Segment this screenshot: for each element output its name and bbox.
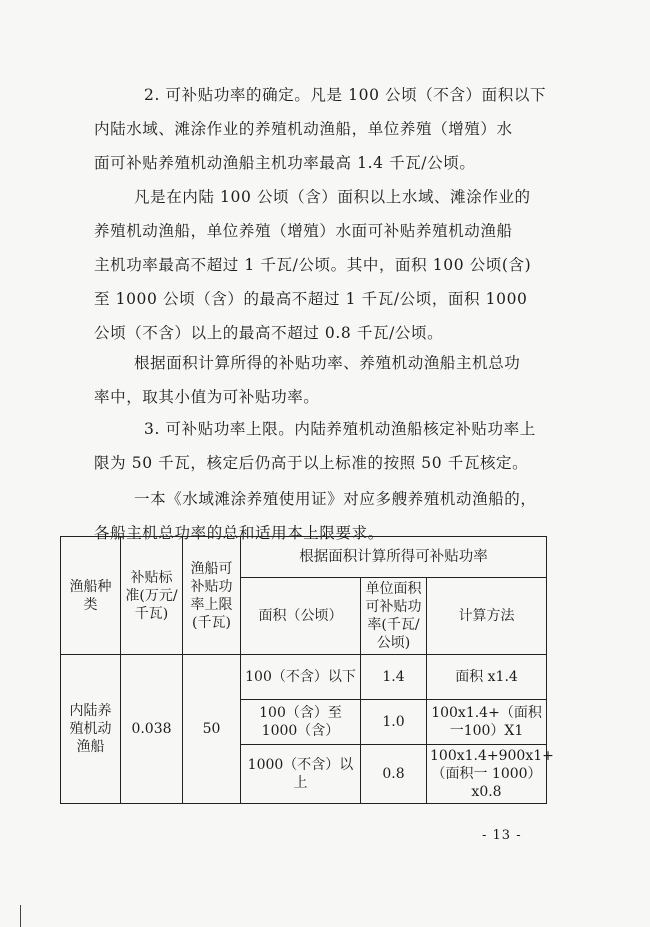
text-line: 3. 可补贴功率上限。内陆养殖机动渔船核定补贴功率上	[144, 420, 536, 438]
text-line: 面可补贴养殖机动渔船主机功率最高 1.4 千瓦/公顷。	[94, 154, 476, 172]
text-line: 限为 50 千瓦，核定后仍高于以上标准的按照 50 千瓦核定。	[94, 454, 529, 472]
text-line: 率中，取其小值为可补贴功率。	[94, 388, 320, 406]
header-vessel-type: 渔船种类	[61, 537, 121, 655]
paragraph-subsidy-power-determination	[94, 78, 568, 180]
text-line: 2. 可补贴功率的确定。凡是 100 公顷（不含）面积以下	[144, 86, 547, 104]
paragraph-power-cap	[94, 412, 568, 480]
cell-area: 100（含）至 1000（含）	[241, 700, 361, 745]
text-line: 各船主机总功率的总和适用本上限要求。	[94, 524, 384, 542]
binding-margin-line	[0, 905, 21, 927]
cell-unit-power: 1.4	[361, 655, 427, 700]
header-calc-method: 计算方法	[427, 578, 547, 655]
cell-vessel-type: 内陆养殖机动渔船	[61, 655, 121, 804]
text-line: 根据面积计算所得的补贴功率、养殖机动渔船主机总功	[134, 354, 521, 372]
text-line: 至 1000 公顷（含）的最高不超过 1 千瓦/公顷，面积 1000	[94, 290, 528, 308]
cell-calc-method: 面积 x1.4	[427, 655, 547, 700]
header-area: 面积（公顷）	[241, 578, 361, 655]
cell-unit-power: 1.0	[361, 700, 427, 745]
paragraph-take-smaller-value	[94, 346, 568, 414]
cell-area: 1000（不含）以上	[241, 745, 361, 804]
subsidy-table	[60, 536, 554, 804]
text-line: 公顷（不含）以上的最高不超过 0.8 千瓦/公顷。	[94, 324, 444, 342]
page-number: - 13 -	[482, 828, 522, 843]
text-line: 一本《水域滩涂养殖使用证》对应多艘养殖机动渔船的，	[134, 490, 537, 508]
text-line: 养殖机动渔船，单位养殖（增殖）水面可补贴养殖机动渔船	[94, 222, 513, 240]
cell-unit-power: 0.8	[361, 745, 427, 804]
header-power-cap: 渔船可补贴功率上限(千瓦)	[183, 537, 241, 655]
text-line: 内陆水域、滩涂作业的养殖机动渔船，单位养殖（增殖）水	[94, 120, 513, 138]
text-line: 凡是在内陆 100 公顷（含）面积以上水域、滩涂作业的	[134, 188, 531, 206]
paragraph-over-100-hectares	[94, 180, 568, 350]
header-area-based-power: 根据面积计算所得可补贴功率	[241, 537, 547, 578]
cell-subsidy-standard: 0.038	[121, 655, 183, 804]
cell-calc-method: 100x1.4+（面积一100）X1	[427, 700, 547, 745]
header-subsidy-standard: 补贴标准(万元/千瓦)	[121, 537, 183, 655]
text-line: 主机功率最高不超过 1 千瓦/公顷。其中，面积 100 公顷(含)	[94, 256, 532, 274]
header-unit-power: 单位面积可补贴功率(千瓦/公顷)	[361, 578, 427, 655]
cell-power-cap: 50	[183, 655, 241, 804]
cell-area: 100（不含）以下	[241, 655, 361, 700]
cell-calc-method: 100x1.4+900x1+（面积一 1000） x0.8	[427, 745, 547, 804]
